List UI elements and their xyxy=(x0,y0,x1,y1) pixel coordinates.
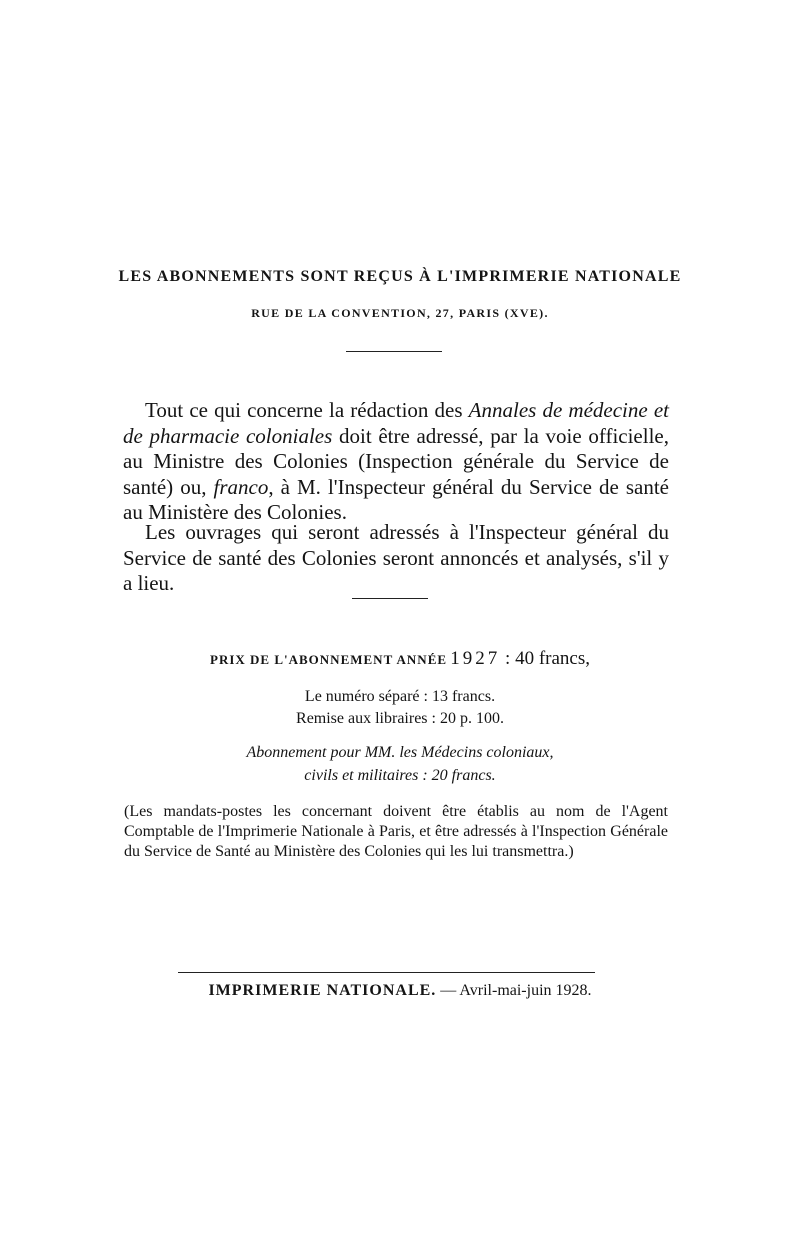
doctors-rate-line2: civils et militaires : 20 francs. xyxy=(304,767,496,784)
price-line xyxy=(0,648,800,670)
bookseller-discount: Remise aux libraires : 20 p. 100. xyxy=(296,710,504,727)
doctors-rate-line1: Abonnement pour MM. les Médecins coloniaux, xyxy=(246,744,554,761)
price-amount: : 40 francs, xyxy=(500,648,590,669)
footer-imprint xyxy=(0,982,800,1000)
payment-note: (Les mandats-postes les concernant doivent être établis au nom de l'Agent Comptable de l'Imprimerie Nationale à Paris, et être adressés à l'Inspection Générale du Service de Santé au Ministère des Colonies qui les lui transmettra.) xyxy=(124,803,668,860)
books-paragraph: Les ouvrages qui seront adressés à l'Inspecteur général du Service de santé des Colonies seront annoncés et analysés, s'il y a lieu. xyxy=(123,520,669,595)
footer-rule xyxy=(178,972,595,973)
printer-name: IMPRIMERIE NATIONALE. xyxy=(208,982,437,999)
price-year: 1927 xyxy=(450,648,501,669)
print-date: — Avril-mai-juin 1928. xyxy=(436,982,592,999)
price-label: PRIX DE L'ABONNEMENT ANNÉE xyxy=(210,652,448,667)
p1-text-b: doit être adressé, par la voie officielle, au Ministre des Colonies (Inspection générale du Service de santé) ou, xyxy=(123,423,669,499)
address-line: RUE DE LA CONVENTION, 27, PARIS (XVE). xyxy=(251,306,549,320)
subscription-heading: LES ABONNEMENTS SONT REÇUS À L'IMPRIMERIE NATIONALE xyxy=(118,268,682,285)
journal-title: Annales de médecine et de pharmacie coloniales xyxy=(123,398,669,448)
franco-word: franco xyxy=(213,474,269,499)
editorial-paragraph xyxy=(123,398,669,526)
p1-text-c: , à M. l'Inspecteur général du Service de santé au Ministère des Colonies. xyxy=(123,474,669,524)
p1-text-a: Tout ce qui concerne la rédaction des xyxy=(145,398,469,422)
divider-1 xyxy=(346,351,442,352)
divider-2 xyxy=(352,598,428,599)
single-issue-price: Le numéro séparé : 13 francs. xyxy=(304,688,496,705)
